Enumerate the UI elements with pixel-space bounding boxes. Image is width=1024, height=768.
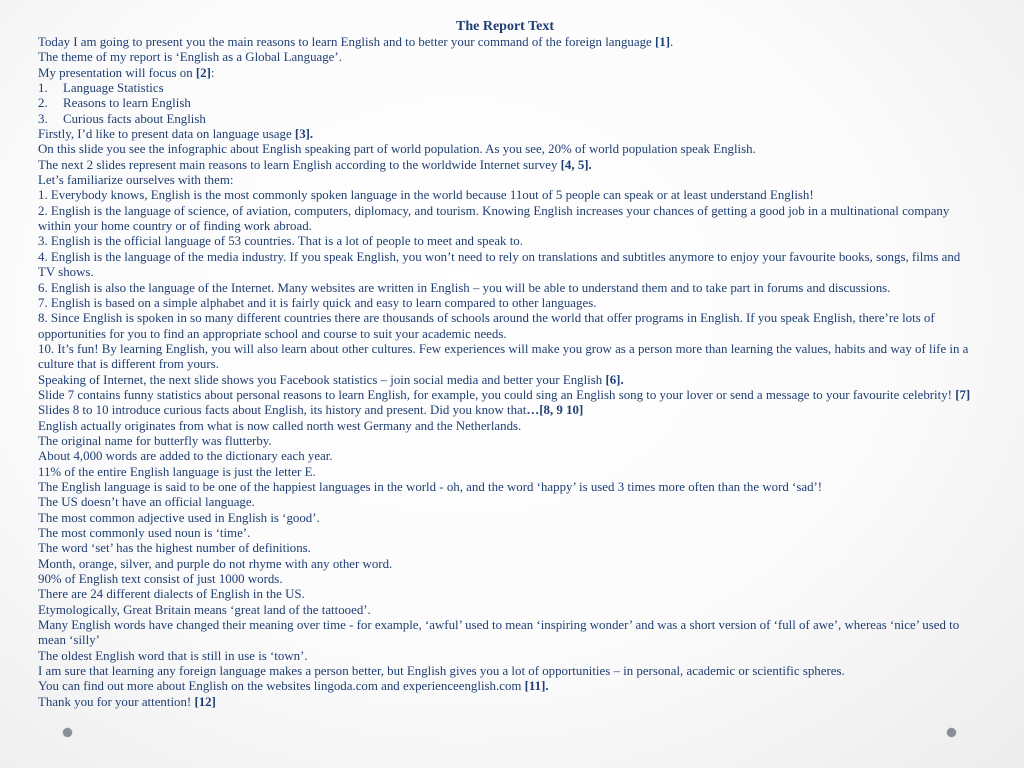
fact-item: I am sure that learning any foreign language makes a person better, but English gives you a lot of opportunities – in personal, academic or scientific spheres. (38, 664, 845, 679)
fact-item: 90% of English text consist of just 1000 words. (38, 572, 283, 587)
fact-item: The US doesn’t have an official language. (38, 495, 255, 510)
slide-dot-icon (947, 728, 956, 737)
reason-item: 6. English is also the language of the Internet. Many websites are written in English – you will be able to understand them and to take part in forums and discussions. (38, 280, 891, 295)
intro-line: Today I am going to present you the main reasons to learn English and to better your command of the foreign language [1]. (38, 35, 674, 49)
familiarize-line: Let’s familiarize ourselves with them: (38, 173, 234, 188)
slides8-10-line: Slides 8 to 10 introduce curious facts about English, its history and present. Did you know that…[8, 9 10] (38, 403, 584, 418)
fact-item: English actually originates from what is now called north west Germany and the Netherlands. (38, 418, 522, 433)
reason-item: 4. English is the language of the media industry. If you speak English, you won’t need to rely on translations and subtitles anymore to enjoy your favourite books, songs, films and TV shows. (38, 249, 961, 280)
infographic-line: On this slide you see the infographic about English speaking part of world population. As you see, 20% of world population speak English. (38, 142, 756, 157)
reason-item: 1. Everybody knows, English is the most commonly spoken language in the world because 11out of 5 people can speak or at least understand English! (38, 188, 814, 203)
fact-item: About 4,000 words are added to the dictionary each year. (38, 449, 333, 464)
slide7-line: Slide 7 contains funny statistics about personal reasons to learn English, for example, you could sing an English song to your lover or send a message to your favourite celebrity! [7] (38, 387, 971, 402)
list-item: 1. Language Statistics (38, 81, 164, 96)
list-item: 2. Reasons to learn English (38, 96, 191, 111)
fact-item: Month, orange, silver, and purple do not rhyme with any other word. (38, 556, 393, 571)
fact-item: The English language is said to be one of the happiest languages in the world - oh, and the word ‘happy’ is used 3 times more often than the word ‘sad’! (38, 479, 823, 494)
fact-item: 11% of the entire English language is just the letter E. (38, 464, 316, 479)
fact-item: The most common adjective used in English is ‘good’. (38, 510, 320, 525)
ref-2: [2] (195, 65, 211, 80)
fact-item: There are 24 different dialects of English in the US. (38, 587, 305, 602)
theme-line: The theme of my report is ‘English as a Global Language’. (38, 50, 342, 65)
ref-7: [7] (955, 387, 971, 402)
slide-dot-icon (63, 728, 72, 737)
reason-item: 10. It’s fun! By learning English, you will also learn about other cultures. Few experiences will make you grow as a person more than learning the values, habits and way of life in a culture that is different from yours. (38, 341, 969, 372)
websites-line: You can find out more about English on the websites lingoda.com and experienceenglish.com [11]. (38, 679, 549, 694)
list-item: 3. Curious facts about English (38, 111, 206, 126)
reason-item: 8. Since English is spoken in so many different countries there are thousands of schools around the world that offer programs in English. If you speak English, there’re lots of opportunities for you to find an appropriate school and course to suit your academic needs. (38, 311, 935, 341)
ref-4-5: [4, 5]. (560, 157, 592, 172)
focus-line: My presentation will focus on [2]: (38, 65, 215, 80)
stats-line: Firstly, I’d like to present data on language usage [3]. (38, 127, 314, 142)
fact-item: The word ‘set’ has the highest number of definitions. (38, 541, 311, 556)
fact-item: Etymologically, Great Britain means ‘great land of the tattooed’. (38, 602, 371, 617)
survey-line: The next 2 slides represent main reasons to learn English according to the worldwide Internet survey [4, 5]. (38, 157, 592, 172)
fact-item: The original name for butterfly was flutterby. (38, 433, 272, 448)
reason-item: 7. English is based on a simple alphabet and it is fairly quick and easy to learn compared to other languages. (38, 295, 597, 310)
fact-item: Many English words have changed their meaning over time - for example, ‘awful’ used to mean ‘inspiring wonder’ and was a short version of ‘full of awe’, whereas ‘nice’ used to mean ‘silly’ (38, 618, 960, 648)
thanks-line: Thank you for your attention! [12] (38, 694, 216, 709)
fact-item: The oldest English word that is still in use is ‘town’. (38, 648, 308, 663)
ref-6: [6]. (605, 372, 624, 387)
ref-11: [11]. (524, 679, 549, 694)
fact-item: The most commonly used noun is ‘time’. (38, 526, 251, 540)
facebook-line: Speaking of Internet, the next slide shows you Facebook statistics – join social media and better your English [6]. (38, 372, 624, 387)
reason-item: 2. English is the language of science, of aviation, computers, diplomacy, and tourism. Knowing English increases your chances of getting a good job in a multinational company within your home country or of finding work abroad. (38, 203, 950, 234)
ref-3: [3]. (294, 127, 314, 142)
slide-title: The Report Text (456, 19, 554, 34)
ref-8-10: …[8, 9 10] (526, 403, 584, 418)
ref-12: [12] (194, 694, 216, 709)
report-text (38, 35, 973, 710)
ref-1: [1] (654, 35, 670, 49)
reason-item: 3. English is the official language of 53 countries. That is a lot of people to meet and speak to. (38, 234, 523, 249)
